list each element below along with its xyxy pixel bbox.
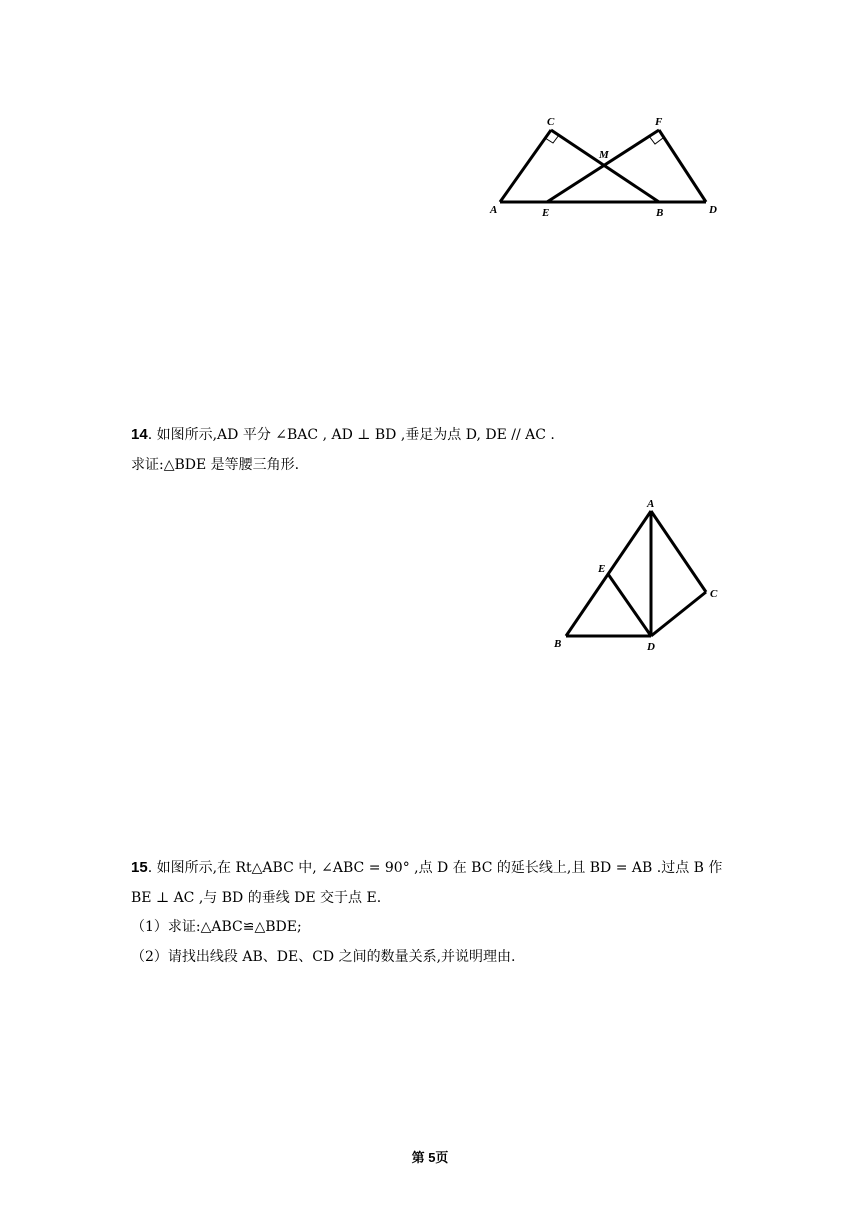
label-c: C [547,116,555,128]
q15-line2 [131,888,381,908]
label-a: A [647,498,655,510]
right-angle-mark-f [649,136,663,144]
label-a: A [490,204,498,216]
label-d: D [647,641,655,653]
label-m: M [599,149,609,161]
q15-part2 [131,947,516,967]
q15-part1-text: （1）求证:△ABC≌△BDE; [131,919,302,935]
q15-number: 15 [131,859,148,876]
label-b: B [656,207,664,219]
q15-text-2: BE ⊥ AC ,与 BD 的垂线 DE 交于点 E. [131,890,382,906]
label-f: F [655,116,663,128]
page-number: 第 5页 [411,1150,449,1165]
label-e: E [598,563,606,575]
segment-ed [608,574,651,636]
figure-14-diagram [550,495,725,655]
segment-fd [659,130,706,202]
q14-text-1: . 如图所示,AD 平分 ∠BAC , AD ⊥ BD ,垂足为点 D, DE // AC . [147,427,555,443]
segment-cd [651,592,706,636]
q15-part1 [131,917,302,937]
label-d: D [709,204,717,216]
segment-ac [500,130,551,202]
q14-number: 14 [131,426,148,443]
q14-line1 [131,425,555,445]
q14-text-2: 求证:△BDE 是等腰三角形. [131,457,300,473]
segment-ac [651,511,706,592]
q15-text-1: . 如图所示,在 Rt△ABC 中, ∠ABC = 90° ,点 D 在 BC 的延长线上,且 BD = AB .过点 B 作 [147,860,723,876]
figure-13-diagram [480,110,730,225]
q15-line1 [131,858,722,878]
label-e: E [542,207,550,219]
label-b: B [554,638,562,650]
label-c: C [710,588,718,600]
q15-part2-text: （2）请找出线段 AB、DE、CD 之间的数量关系,并说明理由. [131,949,516,965]
q14-line2 [131,455,299,475]
